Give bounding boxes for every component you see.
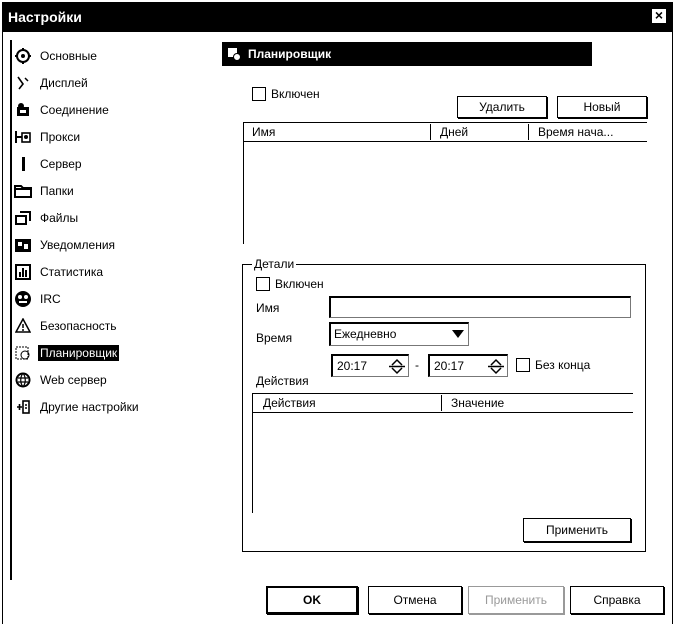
window-title: Настройки	[8, 9, 82, 25]
start-time-spinner[interactable]	[331, 354, 409, 377]
ok-button[interactable]	[266, 586, 358, 614]
scheduler-icon	[226, 46, 242, 62]
time-range-separator: -	[415, 358, 419, 372]
panel-header	[222, 42, 592, 66]
ok-button-label: OK	[303, 593, 321, 607]
cancel-button[interactable]	[368, 586, 462, 614]
chevron-down-icon[interactable]	[450, 326, 466, 342]
column-separator[interactable]	[441, 395, 442, 411]
sidebar-item-label: Безопасность	[40, 319, 117, 333]
proxy-icon	[14, 128, 32, 146]
sidebar-item-label: Файлы	[40, 211, 79, 225]
column-start-time[interactable]: Время нача...	[538, 125, 614, 139]
column-separator[interactable]	[528, 124, 529, 140]
new-button[interactable]	[557, 96, 647, 118]
sidebar-item-notifications[interactable]	[14, 234, 117, 256]
new-button-label: Новый	[583, 100, 621, 114]
window-border-left	[2, 32, 3, 624]
checkbox-box[interactable]	[252, 87, 266, 101]
spinner-arrows-icon[interactable]	[388, 357, 406, 376]
details-group-title: Детали	[254, 257, 295, 271]
panel-title: Планировщик	[248, 47, 332, 61]
schedule-list[interactable]	[243, 122, 647, 244]
schedule-list-header	[244, 123, 647, 142]
gear-icon	[14, 47, 32, 65]
column-value[interactable]: Значение	[451, 396, 505, 410]
folder-icon	[14, 182, 32, 200]
statistics-icon	[14, 263, 32, 281]
scheduler-icon	[14, 344, 32, 362]
checkbox-label: Без конца	[535, 358, 591, 372]
sidebar-item-label: Сервер	[40, 157, 82, 171]
column-days[interactable]: Дней	[440, 125, 469, 139]
security-icon	[14, 317, 32, 335]
column-name[interactable]: Имя	[252, 125, 276, 139]
sidebar-item-folders[interactable]	[14, 180, 76, 202]
title-bar	[2, 2, 673, 32]
sidebar-item-proxy[interactable]	[14, 126, 82, 148]
window-border-right	[672, 32, 673, 624]
sidebar-item-label: Основные	[40, 49, 97, 63]
sidebar-item-label: Соединение	[40, 103, 109, 117]
sidebar-item-general[interactable]	[14, 45, 99, 67]
connection-icon	[14, 101, 32, 119]
time-label: Время	[256, 331, 293, 345]
sidebar-item-label: Web сервер	[40, 373, 107, 387]
sidebar-item-label: Другие настройки	[40, 400, 139, 414]
sidebar-item-server[interactable]	[14, 153, 84, 175]
sidebar-item-scheduler[interactable]	[14, 342, 119, 364]
sidebar-item-security[interactable]	[14, 315, 119, 337]
sidebar-item-label: Уведомления	[40, 238, 116, 252]
end-time-value: 20:17	[434, 359, 465, 373]
help-button[interactable]	[570, 586, 664, 614]
actions-label: Действия	[256, 374, 309, 388]
delete-button[interactable]	[457, 96, 547, 118]
sidebar-item-label: Статистика	[40, 265, 104, 279]
web-server-icon	[14, 371, 32, 389]
checkbox-label: Включен	[271, 87, 320, 101]
actions-list-header	[253, 394, 633, 413]
column-action[interactable]: Действия	[263, 396, 316, 410]
close-icon: ×	[654, 7, 664, 23]
name-input[interactable]	[329, 296, 631, 318]
sidebar-item-label: Планировщик	[40, 346, 118, 360]
delete-button-label: Удалить	[479, 100, 525, 114]
sidebar-item-label: IRC	[40, 292, 61, 306]
sidebar-item-irc[interactable]	[14, 288, 63, 310]
no-end-checkbox[interactable]	[516, 358, 590, 372]
details-enabled-checkbox[interactable]	[256, 277, 324, 291]
actions-list[interactable]	[252, 393, 633, 513]
close-button[interactable]	[651, 8, 667, 24]
details-apply-label: Применить	[545, 523, 608, 537]
help-button-label: Справка	[593, 593, 641, 607]
time-select[interactable]	[329, 322, 469, 346]
cancel-button-label: Отмена	[393, 593, 437, 607]
spinner-arrows-icon[interactable]	[487, 357, 505, 376]
apply-button	[468, 586, 564, 614]
checkbox-label: Включен	[275, 277, 324, 291]
other-settings-icon	[14, 398, 32, 416]
checkbox-box[interactable]	[516, 358, 530, 372]
display-icon	[14, 74, 32, 92]
sidebar-item-display[interactable]	[14, 72, 90, 94]
sidebar-item-web-server[interactable]	[14, 369, 109, 391]
sidebar-item-label: Папки	[40, 184, 74, 198]
end-time-spinner[interactable]	[428, 354, 508, 377]
server-icon	[14, 155, 32, 173]
details-apply-button[interactable]	[523, 518, 631, 542]
notification-icon	[14, 236, 32, 254]
sidebar-item-connection[interactable]	[14, 99, 111, 121]
start-time-value: 20:17	[337, 359, 368, 373]
settings-sidebar	[10, 40, 210, 580]
scheduler-enabled-checkbox[interactable]	[252, 87, 320, 101]
sidebar-item-other-settings[interactable]	[14, 396, 141, 418]
sidebar-item-label: Дисплей	[40, 76, 88, 90]
checkbox-box[interactable]	[256, 277, 270, 291]
apply-button-label: Применить	[484, 593, 547, 607]
name-label: Имя	[256, 301, 280, 315]
column-separator[interactable]	[430, 124, 431, 140]
sidebar-item-statistics[interactable]	[14, 261, 105, 283]
sidebar-item-label: Прокси	[40, 130, 81, 144]
irc-icon	[14, 290, 32, 308]
files-icon	[14, 209, 32, 227]
time-select-value: Ежедневно	[334, 327, 397, 341]
sidebar-item-files[interactable]	[14, 207, 80, 229]
